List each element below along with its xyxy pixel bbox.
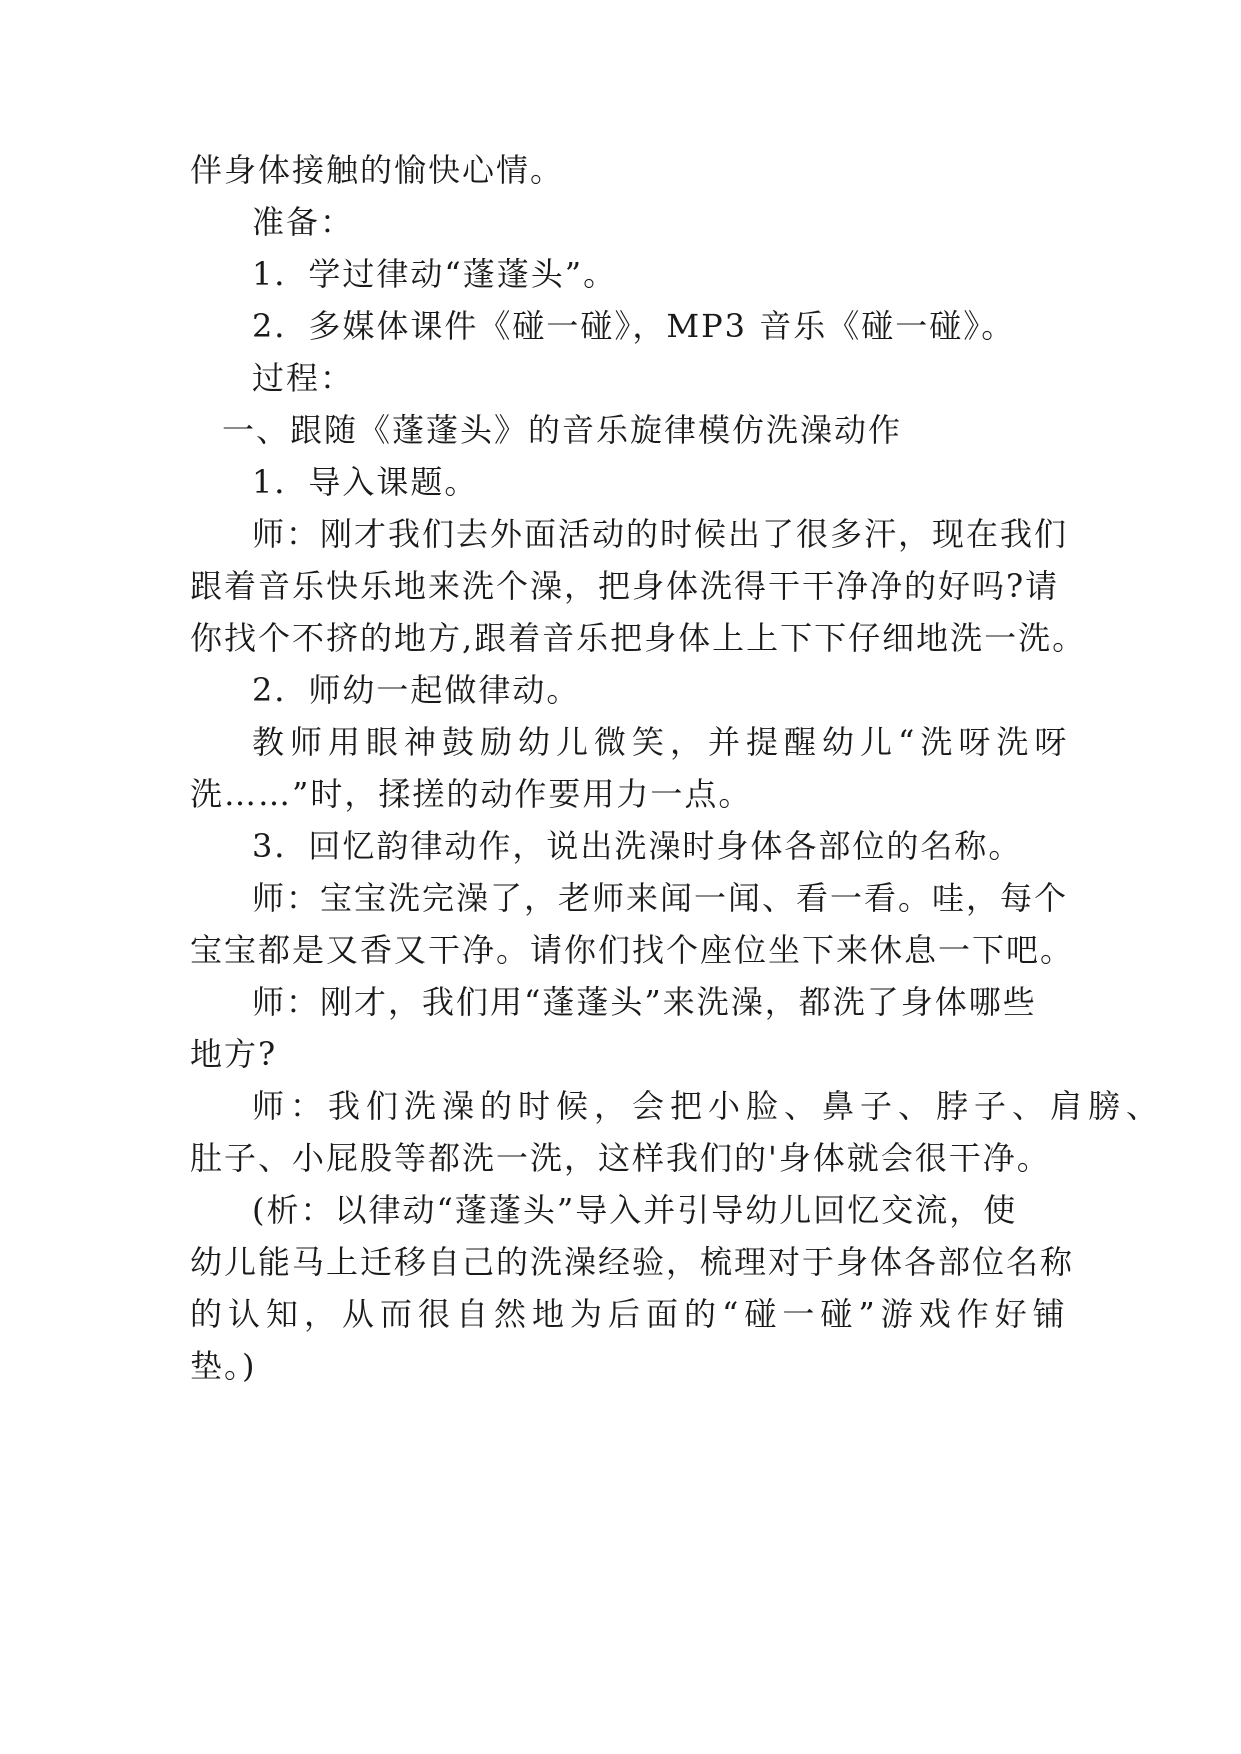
step-2-title: 2．师幼一起做律动。 bbox=[252, 671, 581, 709]
paragraph-line: 你找个不挤的地方,跟着音乐把身体上上下下仔细地洗一洗。 bbox=[190, 619, 1087, 657]
analysis-line: (析：以律动“蓬蓬头”导入并引导幼儿回忆交流，使 bbox=[252, 1191, 1018, 1229]
paragraph-line: 跟着音乐快乐地来洗个澡，把身体洗得干干净净的好吗?请 bbox=[190, 567, 1060, 605]
list-item-prep-2: 2．多媒体课件《碰一碰》，MP3 音乐《碰一碰》。 bbox=[252, 307, 1016, 345]
paragraph-line: 地方? bbox=[190, 1035, 278, 1073]
heading-preparation: 准备： bbox=[252, 203, 355, 241]
paragraph-line: 师：宝宝洗完澡了，老师来闻一闻、看一看。哇，每个 bbox=[252, 879, 1069, 917]
paragraph-line: 洗……”时，揉搓的动作要用力一点。 bbox=[190, 775, 753, 813]
analysis-line: 的认知，从而很自然地为后面的“碰一碰”游戏作好铺 bbox=[190, 1295, 1071, 1333]
step-1-title: 1．导入课题。 bbox=[252, 463, 479, 501]
paragraph-line: 教师用眼神鼓励幼儿微笑，并提醒幼儿“洗呀洗呀 bbox=[252, 723, 1073, 761]
list-item-prep-1: 1．学过律动“蓬蓬头”。 bbox=[252, 255, 618, 293]
text-line-1: 伴身体接触的愉快心情。 bbox=[190, 151, 565, 189]
paragraph-line: 宝宝都是又香又干净。请你们找个座位坐下来休息一下吧。 bbox=[190, 931, 1075, 969]
paragraph-line: 师：刚才，我们用“蓬蓬头”来洗澡，都洗了身体哪些 bbox=[252, 983, 1037, 1021]
analysis-line: 幼儿能马上迁移自己的洗澡经验，梳理对于身体各部位名称 bbox=[190, 1243, 1075, 1281]
heading-process: 过程： bbox=[252, 359, 355, 397]
analysis-line: 垫。) bbox=[190, 1347, 257, 1385]
paragraph-line: 肚子、小屁股等都洗一洗，这样我们的'身体就会很干净。 bbox=[190, 1139, 1051, 1177]
section-heading-1: 一、跟随《蓬蓬头》的音乐旋律模仿洗澡动作 bbox=[222, 411, 903, 449]
paragraph-line: 师：我们洗澡的时候，会把小脸、鼻子、脖子、肩膀、 bbox=[252, 1087, 1165, 1125]
step-3-title: 3．回忆韵律动作，说出洗澡时身体各部位的名称。 bbox=[252, 827, 1023, 865]
paragraph-line: 师：刚才我们去外面活动的时候出了很多汗，现在我们 bbox=[252, 515, 1069, 553]
